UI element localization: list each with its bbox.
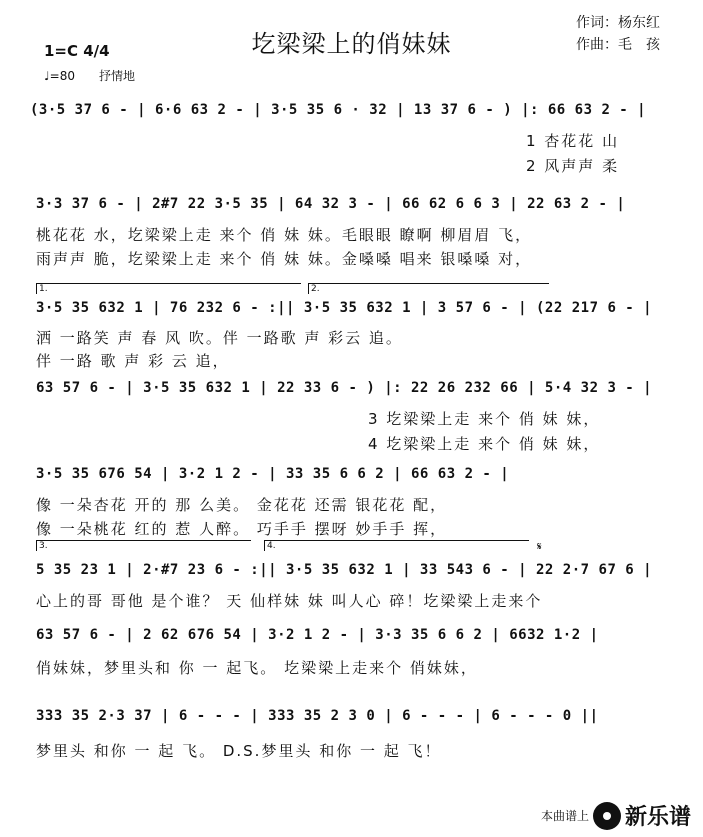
lyric-line-4-2: 4 圪梁梁上走 来个 俏 妹 妹，	[368, 435, 601, 453]
record-disc-icon	[593, 802, 621, 830]
volta-number-1: 1.	[39, 284, 48, 294]
tempo-marking: ♩=80 抒情地	[44, 69, 135, 83]
notation-system-1: (3·5 37 6 - | 6·6 63 2 - | 3·5 35 6 · 32 | 13 37 6 - ) |: 66 63 2 - |	[30, 102, 647, 118]
lyric-line-3-2: 伴 一路 歌 声 彩 云 追，	[36, 352, 230, 370]
lyric-line-7-1: 俏妹妹，梦里头和 你 一 起飞。 圪梁梁上走来个 俏妹妹，	[36, 659, 478, 677]
lyric-line-6-1: 心上的哥 哥他 是个谁？ 天 仙样妹 妹 叫人心 碎！圪梁梁上走来个	[36, 592, 543, 610]
logo-prefix: 本曲谱上	[540, 809, 589, 823]
key-signature: 1=C 4/4	[44, 42, 110, 60]
logo-brand: 新乐谱	[624, 805, 691, 830]
site-logo	[541, 800, 691, 831]
notation-system-6: 5 35 23 1 | 2·#7 23 6 - :|| 3·5 35 632 1 | 33 543 6 - | 22 2·7 67 6 |	[36, 562, 653, 578]
notation-system-7: 63 57 6 - | 2 62 676 54 | 3·2 1 2 - | 3·3 35 6 6 2 | 6632 1·2 |	[36, 627, 599, 643]
volta-number-2: 2.	[311, 284, 320, 294]
composer-credit: 作曲：毛 孩	[576, 37, 660, 53]
song-title: 圪梁梁上的俏妹妹	[251, 30, 452, 58]
lyric-line-1-2: 2 风声声 柔	[526, 157, 620, 175]
volta-bracket-3	[36, 540, 251, 551]
volta-number-4: 4.	[267, 541, 276, 551]
volta-bracket-2	[308, 283, 549, 294]
segno-icon: 𝄋	[537, 540, 542, 553]
lyric-line-2-2: 雨声声 脆，圪梁梁上走 来个 俏 妹 妹。金嗓嗓 唱来 银嗓嗓 对，	[36, 250, 533, 268]
notation-system-8: 333 35 2·3 37 | 6 - - - | 333 35 2 3 0 | 6 - - - | 6 - - - 0 ||	[36, 708, 599, 724]
lyric-line-1-1: 1 杏花花 山	[526, 132, 620, 150]
volta-number-3: 3.	[39, 541, 48, 551]
lyric-line-3-1: 洒 一路笑 声 春 风 吹。伴 一路歌 声 彩云 追。	[36, 329, 403, 347]
lyric-line-5-2: 像 一朵桃花 红的 惹 人醉。 巧手手 摆呀 妙手手 挥，	[36, 520, 448, 538]
volta-bracket-1	[36, 283, 301, 294]
volta-bracket-4	[264, 540, 529, 551]
lyric-line-4-1: 3 圪梁梁上走 来个 俏 妹 妹，	[368, 410, 601, 428]
lyric-line-8-1: 梦里头 和你 一 起 飞。 D.S.梦里头 和你 一 起 飞！	[36, 742, 442, 760]
lyric-line-2-1: 桃花花 水，圪梁梁上走 来个 俏 妹 妹。毛眼眼 瞭啊 柳眉眉 飞，	[36, 226, 533, 244]
lyricist-credit: 作词：杨东红	[576, 15, 660, 31]
notation-system-4: 63 57 6 - | 3·5 35 632 1 | 22 33 6 - ) |: 22 26 232 66 | 5·4 32 3 - |	[36, 380, 653, 396]
lyric-line-5-1: 像 一朵杏花 开的 那 么美。 金花花 还需 银花花 配，	[36, 496, 448, 514]
notation-system-2: 3·3 37 6 - | 2#7 22 3·5 35 | 64 32 3 - | 66 62 6 6 3 | 22 63 2 - |	[36, 196, 626, 212]
notation-system-5: 3·5 35 676 54 | 3·2 1 2 - | 33 35 6 6 2 | 66 63 2 - |	[36, 466, 510, 482]
notation-system-3: 3·5 35 632 1 | 76 232 6 - :|| 3·5 35 632 1 | 3 57 6 - | (22 217 6 - |	[36, 300, 653, 316]
